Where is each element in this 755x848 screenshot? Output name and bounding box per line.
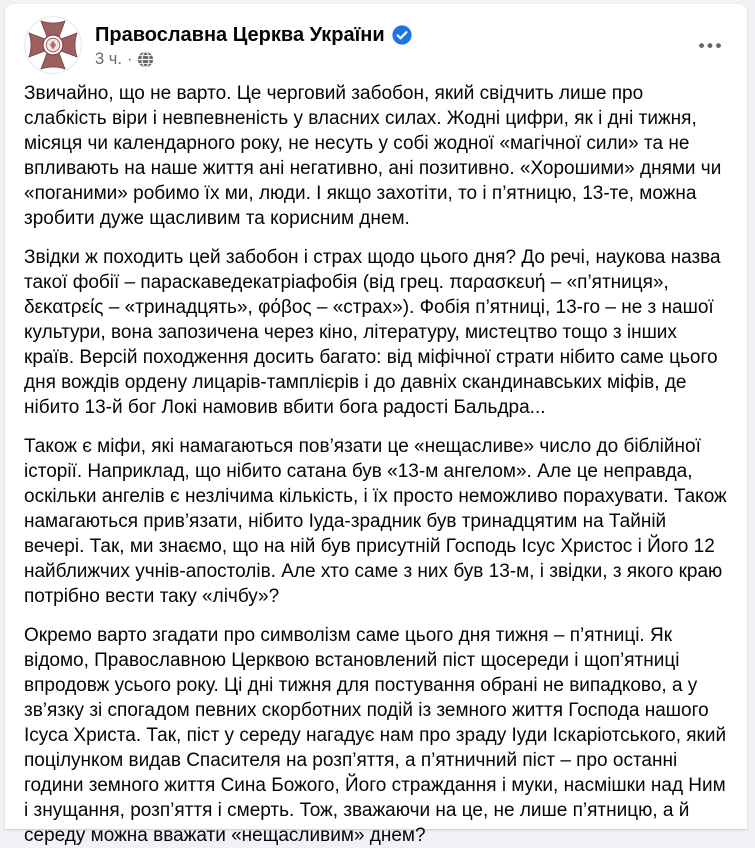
timestamp[interactable]: 3 ч.	[95, 49, 122, 68]
post-paragraph: Окремо варто згадати про символізм саме цього дня тижня – п’ятниці. Як відомо, Православною Церквою встановлений піст щосереди і щоп’ятниці впродовж усього року. Ці дні тижня для постування обрані не випадково, а у зв’язку зі спогадом певних скорботних подій із земного життя Господа нашого Ісуса Христа. Так, піст у середу нагадує нам про зраду Іуди Іскаріотського, який поцілунком видав Спасителя на розп’яття, а п’ятничний піст – про останні години земного життя Сина Божого, Його страждання і муки, насмішки над Ним і знущання, розп’яття і смерть. Тож, зважаючи на це, не лише п’ятницю, а й середу можна вважати «нещасливим» днем?	[24, 625, 727, 846]
post-meta-row	[95, 51, 412, 68]
more-options-button[interactable]	[691, 26, 729, 64]
post-paragraph: Звичайно, що не варто. Це черговий забобон, який свідчить лише про слабкість віри і невпевненість у власних силах. Жодні цифри, як і дні тижня, місяця чи календарного року, не несуть у собі жодної «магічної сили» та не впливають на наше життя ані негативно, ані позитивно. «Хорошими» днями чи «поганими» робимо їх ми, люди. І якщо захотіти, то і п’ятницю, 13-те, можна зробити дуже щасливим та корисним днем.	[24, 83, 722, 229]
meta-separator: ·	[126, 49, 133, 68]
ellipsis-icon: •••	[698, 35, 724, 55]
page-avatar[interactable]	[24, 16, 82, 74]
name-row	[95, 23, 412, 47]
post-paragraph: Також є міфи, які намагаються пов’язати це «нещасливе» число до біблійної історії. Наприклад, що нібито сатана був «13-м ангелом». Але це неправда, оскільки ангелів є незлічима кількість, і їх просто неможливо порахувати. Також намагаються прив’язати, нібито Іуда-зрадник був тринадцятим на Тайній вечері. Так, ми знаємо, що на ній був присутній Господь Ісус Христос і Його 12 найближчих учнів-апостолів. Але хто саме з них був 13-м, і звідки, з якого краю потрібно вести таку «лічбу»?	[24, 436, 727, 607]
verified-badge-icon	[392, 25, 412, 45]
facebook-post-card	[5, 4, 747, 846]
header-info	[95, 23, 412, 68]
post-text	[24, 81, 729, 848]
post-paragraph: Звідки ж походить цей забобон і страх щодо цього дня? До речі, наукова назва такої фобії – параскаведекатріафобія (від грец. παρασκευή – «п’ятниця», δεκατρείς – «тринадцять», φόβος – «страх»). Фобія п’ятниці, 13-го – не з нашої культури, вона запозичена через кіно, літературу, мистецтво тощо з інших країв. Версій походження досить багато: від міфічної страти нібито саме цього дня вождів ордену лицарів-тамплієрів і до давніх скандинавських міфів, де нібито 13-й бог Локі намовив вбити бога радості Бальдра...	[24, 247, 721, 418]
page-name-link[interactable]: Православна Церква України	[95, 23, 385, 46]
post-header	[24, 16, 729, 74]
public-globe-icon	[137, 51, 154, 68]
